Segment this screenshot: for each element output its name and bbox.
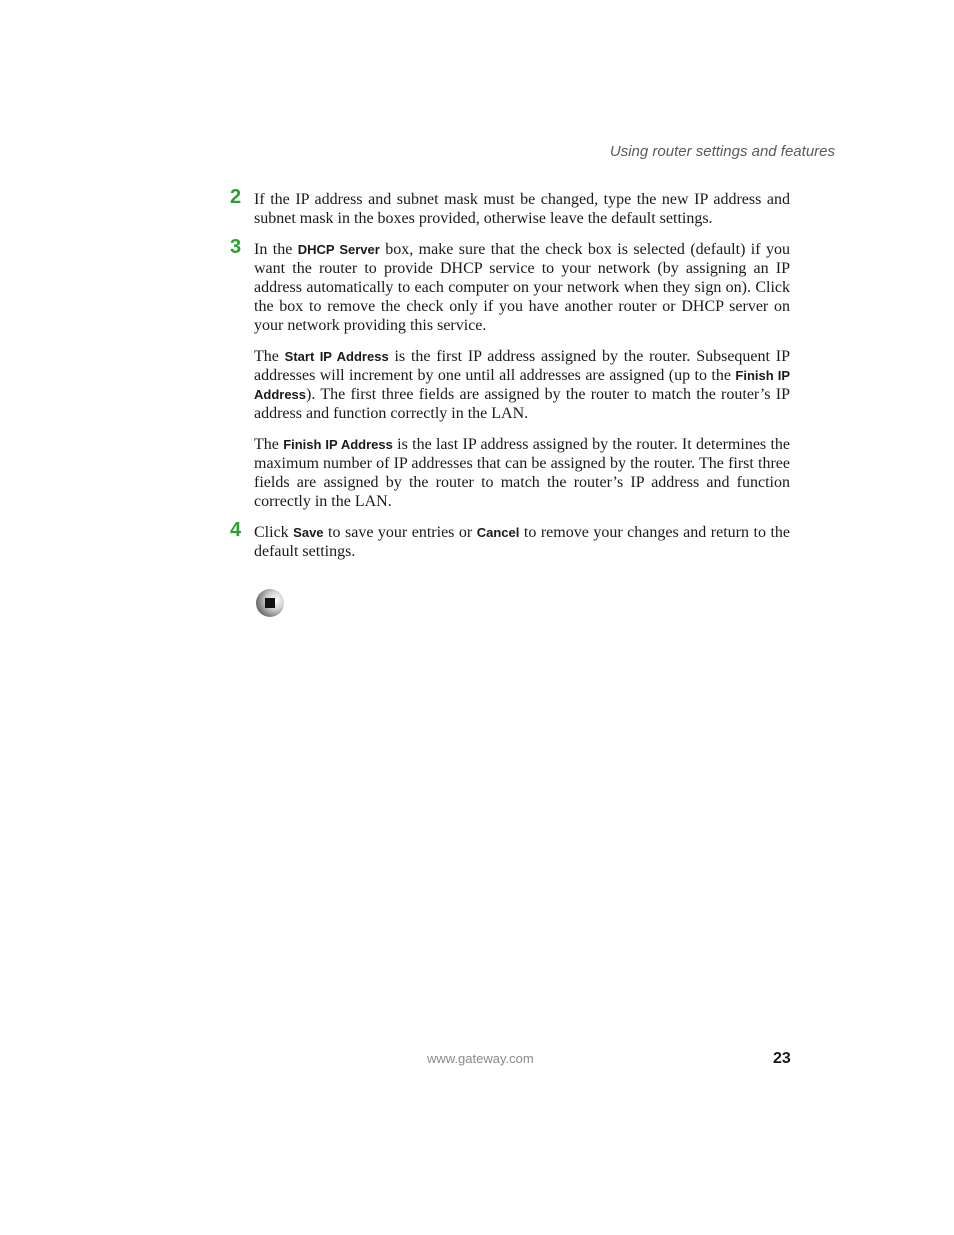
running-head: Using router settings and features (609, 143, 835, 160)
step-4 (230, 519, 790, 561)
step-number: 4 (230, 519, 242, 541)
step-number: 2 (230, 186, 242, 208)
body-text: ). The first three fields are assigned by the router to match the router’s IP address and function correctly in the LAN. (254, 386, 790, 422)
body-text: The (254, 436, 284, 453)
step-paragraph (254, 240, 790, 335)
ui-term: DHCP Server (297, 242, 380, 257)
step-paragraph (254, 523, 790, 561)
body-text: to save your entries or (323, 524, 477, 541)
body-text: If the IP address and subnet mask must be changed, type the new IP address and subnet mask in the boxes provided, otherwise leave the default settings. (254, 191, 790, 227)
step-2 (230, 186, 790, 228)
step-paragraph (254, 347, 790, 423)
procedure-steps (230, 186, 791, 573)
ui-term: Save (293, 525, 324, 540)
step-paragraph (254, 435, 790, 511)
ui-term: Start IP Address (284, 349, 389, 364)
body-text: is the first IP address assigned by the router. Subsequent IP addresses will increment by one until all addresses are assigned (up to the (254, 348, 790, 384)
body-text: In the (254, 241, 298, 258)
body-text: to remove your changes and return to the default settings. (254, 524, 790, 560)
body-text: is the last IP address assigned by the router. It determines the maximum number of IP addresses that can be assigned by the router. The first three fields are assigned by the router to match the router’s IP address and function correctly in the LAN. (254, 436, 791, 510)
body-text: box, make sure that the check box is selected (default) if you want the router to provide DHCP service to your network (by assigning an IP address automatically to each computer on your network when they sign on). Click the box to remove the check only if you have another router or DHCP server on your network providing this service. (254, 241, 790, 334)
step-3 (230, 236, 791, 511)
step-number: 3 (230, 236, 242, 258)
body-text: The (254, 348, 285, 365)
step-paragraph (254, 190, 790, 228)
end-mark-square (265, 598, 275, 608)
footer-url: www.gateway.com (427, 1051, 534, 1066)
ui-term: Finish IP Address (283, 437, 393, 452)
end-of-procedure-icon (256, 589, 284, 617)
ui-term: Finish IP Address (254, 368, 791, 402)
body-text: Click (254, 524, 294, 541)
ui-term: Cancel (476, 525, 520, 540)
page-number: 23 (773, 1050, 791, 1067)
